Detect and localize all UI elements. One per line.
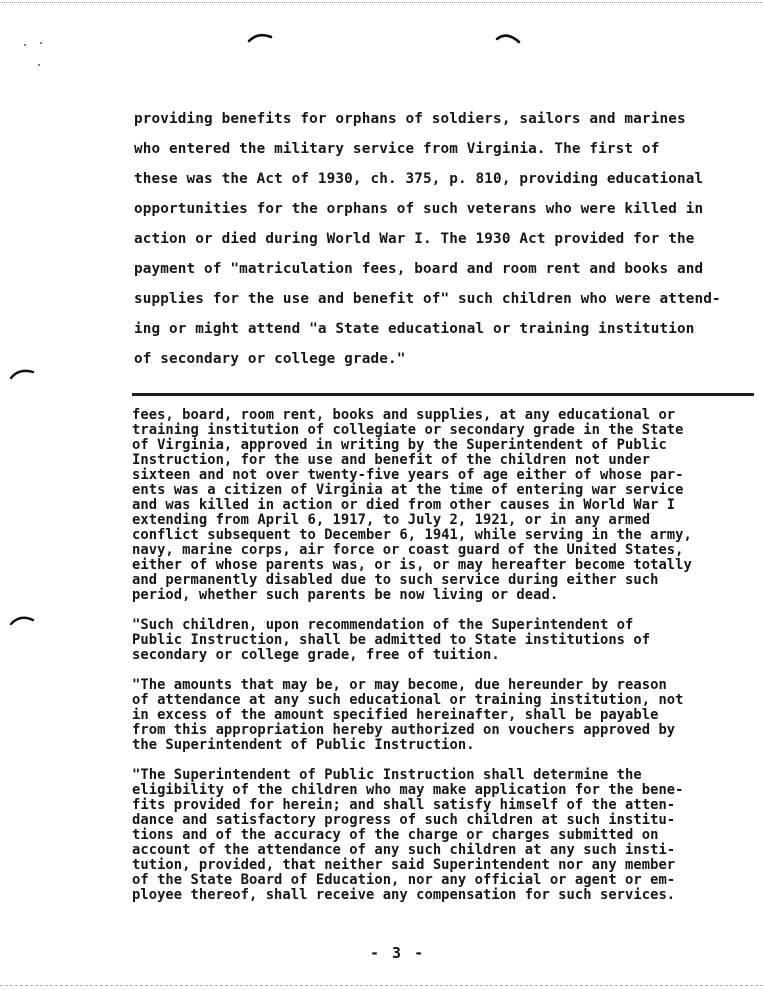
footnote-line: Public Instruction, shall be admitted to State institutions of <box>132 632 651 648</box>
main-line: payment of "matriculation fees, board and room rent and books and <box>134 261 704 277</box>
footnote-line: tution, provided, that neither said Superintendent nor any member <box>132 857 676 873</box>
punch-mark-left <box>246 30 276 46</box>
scan-speck <box>24 44 26 46</box>
footnote-line: "Such children, upon recommendation of the Superintendent of <box>132 617 634 633</box>
footnote-line: of the State Board of Education, nor any official or agent or em- <box>132 872 676 888</box>
footnote-line: account of the attendance of any such children at any such insti- <box>132 842 676 858</box>
footnote-line: and was killed in action or died from other causes in World War I <box>132 497 676 513</box>
binder-mark-upper <box>7 364 37 382</box>
footnote-divider <box>132 393 754 396</box>
main-line: of secondary or college grade." <box>134 351 406 367</box>
footnote-line: training institution of collegiate or secondary grade in the State <box>132 422 684 438</box>
footnote-line: of Virginia, approved in writing by the Superintendent of Public <box>132 437 667 453</box>
footnote-line: "The Superintendent of Public Instruction shall determine the <box>132 767 642 783</box>
footnote-line: dance and satisfactory progress of such children at such institu- <box>132 812 676 828</box>
footnote-line: sixteen and not over twenty-five years of age either of whose par- <box>132 467 684 483</box>
footnote-line: extending from April 6, 1917, to July 2, 1921, or in any armed <box>132 512 651 528</box>
scan-edge-bottom <box>0 985 763 986</box>
footnote-line: from this appropriation hereby authorized on vouchers approved by <box>132 722 676 738</box>
main-line: who entered the military service from Virginia. The first of <box>134 141 660 157</box>
footnote-line: period, whether such parents be now living or dead. <box>132 587 559 603</box>
footnote-line: of attendance at any such educational or training institution, not <box>132 692 684 708</box>
footnote-paragraph <box>132 408 752 603</box>
footnote-line: "The amounts that may be, or may become, due hereunder by reason <box>132 677 667 693</box>
footnote-line: secondary or college grade, free of tuition. <box>132 647 500 663</box>
main-line: these was the Act of 1930, ch. 375, p. 810, providing educational <box>134 171 704 187</box>
footnote-block <box>132 408 752 903</box>
footnote-line: conflict subsequent to December 6, 1941, while serving in the army, <box>132 527 692 543</box>
footnote-paragraph <box>132 678 752 753</box>
footnote-line: ents was a citizen of Virginia at the time of entering war service <box>132 482 684 498</box>
main-line: providing benefits for orphans of soldiers, sailors and marines <box>134 111 686 127</box>
scan-edge-top <box>0 2 763 3</box>
footnote-line: fits provided for herein; and shall satisfy himself of the atten- <box>132 797 676 813</box>
scan-speck <box>40 42 42 44</box>
footnote-paragraph <box>132 768 752 903</box>
scan-speck <box>38 64 40 66</box>
footnote-line: the Superintendent of Public Instruction. <box>132 737 475 753</box>
footnote-line: tions and of the accuracy of the charge or charges submitted on <box>132 827 659 843</box>
footnote-paragraph <box>132 618 752 663</box>
main-line: supplies for the use and benefit of" such children who were attend- <box>134 291 721 307</box>
footnote-line: in excess of the amount specified hereinafter, shall be payable <box>132 707 659 723</box>
main-line: action or died during World War I. The 1930 Act provided for the <box>134 231 695 247</box>
footnote-line: Instruction, for the use and benefit of the children not under <box>132 452 651 468</box>
binder-mark-lower <box>7 611 37 629</box>
footnote-line: eligibility of the children who may make application for the bene- <box>132 782 684 798</box>
punch-mark-right <box>494 30 524 46</box>
footnote-line: either of whose parents was, or is, or may hereafter become totally <box>132 557 692 573</box>
footnote-line: and permanently disabled due to such service during either such <box>132 572 659 588</box>
main-line: ing or might attend "a State educational or training institution <box>134 321 695 337</box>
main-line: opportunities for the orphans of such veterans who were killed in <box>134 201 704 217</box>
footnote-line: fees, board, room rent, books and supplies, at any educational or <box>132 407 676 423</box>
main-paragraph <box>134 104 739 374</box>
footnote-line: ployee thereof, shall receive any compensation for such services. <box>132 887 676 903</box>
footnote-line: navy, marine corps, air force or coast guard of the United States, <box>132 542 684 558</box>
page-number: - 3 - <box>370 944 426 962</box>
